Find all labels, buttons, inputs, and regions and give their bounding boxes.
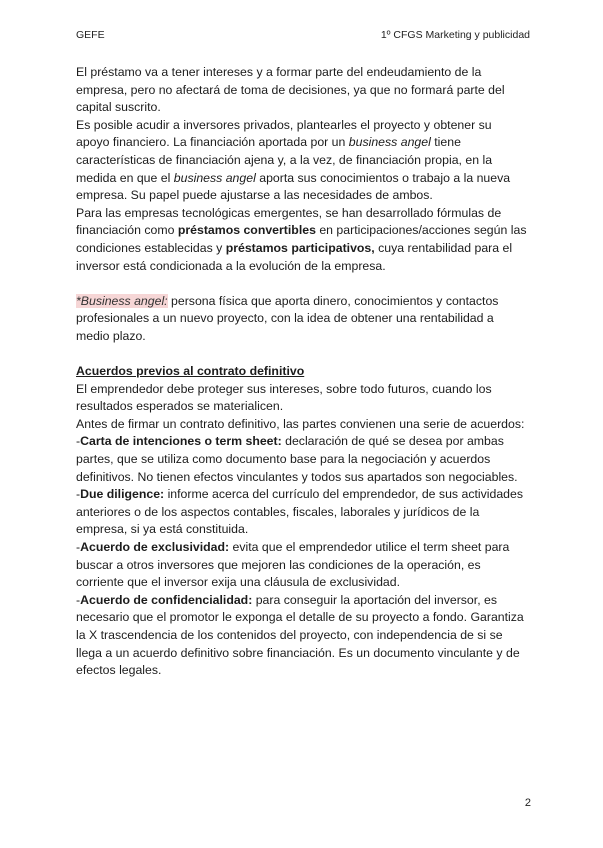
bold-term: préstamos participativos, (225, 240, 375, 255)
text-run: Es posible acudir a inversores privados, plantearles el proyecto y obtener su apoyo financiero. La financiación aportada por un (76, 117, 492, 150)
text-run: en participaciones/acciones según las condiciones establecidas y (76, 223, 527, 255)
spacer (76, 275, 528, 293)
header-left: GEFE (76, 29, 105, 41)
spacer (76, 346, 528, 364)
highlighted-term: *Business angel: (76, 293, 168, 308)
page-number: 2 (524, 797, 531, 809)
item-term: Acuerdo de exclusividad: (80, 540, 230, 555)
text-run: aporta sus conocimientos o trabajo a la nueva empresa. Su papel puede ajustarse a las necesidades de ambos. (76, 170, 511, 203)
agreement-item (76, 486, 528, 539)
document-body (76, 64, 528, 680)
italic-term: business angel (348, 135, 431, 150)
item-text: declaración de qué se desea por ambas partes, que se utiliza como documento base para la negociación y acuerdos definitivos. No tienen efectos vinculantes y todos sus apartados son negociables. (76, 434, 518, 484)
italic-term: business angel (173, 170, 256, 185)
item-text: evita que el emprendedor utilice el term sheet para buscar a otros inversores que mejoren las condiciones de la operación, es corriente que el inversor exija una cláusula de exclusividad. (76, 540, 510, 590)
bold-term: préstamos convertibles (177, 223, 316, 238)
item-term: Due diligence: (80, 487, 165, 502)
section-intro: Antes de firmar un contrato definitivo, las partes convienen una serie de acuerdos: (76, 416, 525, 431)
section-heading: Acuerdos previos al contrato definitivo (76, 364, 305, 379)
text-run: cuya rentabilidad para el inversor está condicionada a la evolución de la empresa. (76, 240, 513, 273)
header-right: 1º CFGS Marketing y publicidad (380, 29, 530, 41)
text-run: tiene características de financiación ajena y, a la vez, de financiación propia, en la medida en que el (76, 135, 493, 185)
text-run: persona física que aporta dinero, conocimientos y contactos profesionales a un nuevo proyecto, con la idea de obtener una rentabilidad a medio plazo. (76, 293, 499, 343)
item-text: informe acerca del currículo del emprendedor, de sus actividades anteriores o de los aspectos contables, fiscales, laborales y jurídicos de la empresa, si ya está constituida. (76, 487, 524, 537)
agreement-item (76, 433, 528, 486)
section-intro: El emprendedor debe proteger sus intereses, sobre todo futuros, cuando los resultados esperados se materialicen. (76, 381, 492, 414)
item-prefix: - (76, 592, 81, 607)
paragraph-business-angel (76, 117, 528, 205)
item-term: Acuerdo de confidencialidad: (80, 592, 253, 607)
item-prefix: - (76, 540, 81, 555)
agreement-item (76, 539, 528, 592)
item-term: Carta de intenciones o term sheet: (80, 434, 282, 449)
item-prefix: - (76, 434, 81, 449)
page-header (76, 29, 530, 41)
text-run: Para las empresas tecnológicas emergentes, se han desarrollado fórmulas de financiación como (76, 205, 502, 238)
item-prefix: - (76, 487, 81, 502)
item-text: para conseguir la aportación del inversor, es necesario que el promotor le exponga el detalle de su proyecto a fondo. Garantiza la X trascendencia de los contenidos del proyecto, con independencia de si se llega a un acuerdo definitivo sobre financiación. Es un documento vinculante y de efectos legales. (76, 592, 524, 678)
definition-note (76, 293, 528, 346)
agreement-item (76, 592, 528, 680)
paragraph-tech-financing (76, 205, 528, 275)
paragraph-loan: El préstamo va a tener intereses y a formar parte del endeudamiento de la empresa, pero no afectará de toma de decisiones, ya que no formará parte del capital suscrito. (76, 65, 505, 115)
